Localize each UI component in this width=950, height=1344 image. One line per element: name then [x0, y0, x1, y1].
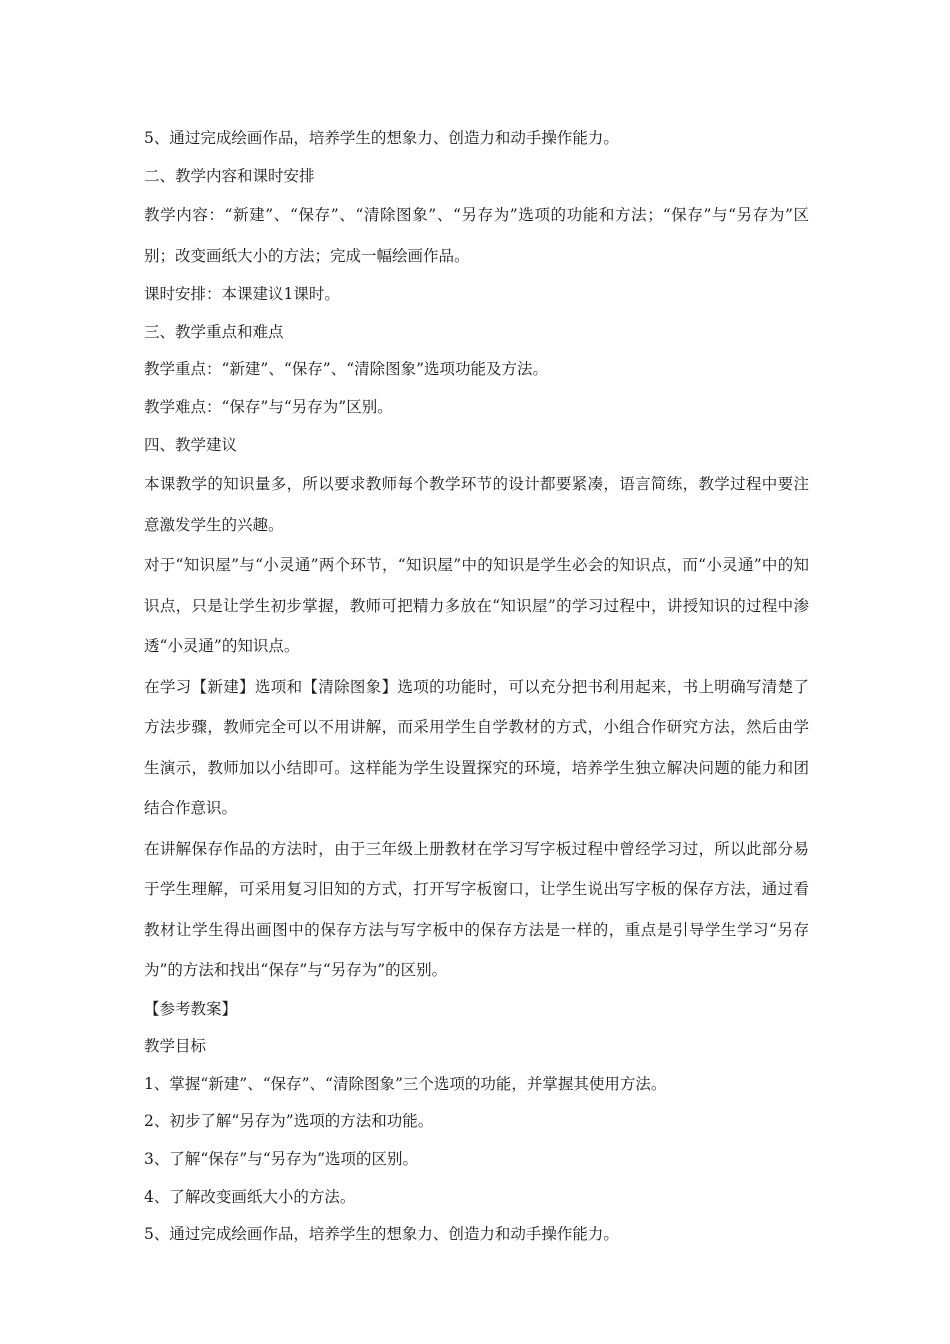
teaching-goals-heading: 教学目标 [144, 1037, 207, 1056]
difficulty-line: 教学难点：“保存”与“另存为”区别。 [144, 397, 393, 416]
key-point-line: 教学重点：“新建”、“保存”、“清除图象”选项功能及方法。 [144, 360, 549, 379]
teaching-content-paragraph: 教学内容：“新建”、“保存”、“清除图象”、“另存为”选项的功能和方法；“保存”与“另存为”区别；改变画纸大小的方法；完成一幅绘画作品。 [144, 206, 809, 265]
goal-3-line: 3、了解“保存”与“另存为”选项的区别。 [144, 1150, 419, 1169]
reference-plan-heading: 【参考教案】 [144, 999, 238, 1018]
goal-5-line: 5、通过完成绘画作品，培养学生的想象力、创造力和动手操作能力。 [144, 1225, 619, 1244]
goal-1-line: 1、掌握“新建”、“保存”、“清除图象”三个选项的功能，并掌握其使用方法。 [144, 1074, 667, 1093]
schedule-line: 课时安排：本课建议1课时。 [144, 285, 340, 304]
document-body [144, 120, 809, 1254]
goal-4-line: 4、了解改变画纸大小的方法。 [144, 1187, 356, 1206]
suggestion-paragraph-1: 本课教学的知识量多，所以要求教师每个教学环节的设计都要紧凑，语言简练，教学过程中要注意激发学生的兴趣。 [144, 475, 809, 534]
goal-2-line: 2、初步了解“另存为”选项的方法和功能。 [144, 1112, 434, 1131]
suggestion-paragraph-2: 对于“知识屋”与“小灵通”两个环节，“知识屋”中的知识是学生必会的知识点，而“小灵通”中的知识点，只是让学生初步掌握，教师可把精力多放在“知识屋”的学习过程中，讲授知识的过程中渗透“小灵通”的知识点。 [144, 556, 809, 656]
section-heading-suggestions: 四、教学建议 [144, 435, 238, 454]
section-heading-key-points: 三、教学重点和难点 [144, 322, 284, 341]
section-heading-content: 二、教学内容和课时安排 [144, 166, 315, 185]
suggestion-paragraph-4: 在讲解保存作品的方法时，由于三年级上册教材在学习写字板过程中曾经学习过，所以此部分易于学生理解，可采用复习旧知的方式，打开写字板窗口，让学生说出写字板的保存方法，通过看教材让学生得出画图中的保存方法与写字板中的保存方法是一样的，重点是引导学生学习“另存为”的方法和找出“保存”与“另存为”的区别。 [144, 839, 809, 980]
suggestion-paragraph-3: 在学习【新建】选项和【清除图象】选项的功能时，可以充分把书利用起来，书上明确写清楚了方法步骤，教师完全可以不用讲解，而采用学生自学教材的方式，小组合作研究方法，然后由学生演示，教师加以小结即可。这样能为学生设置探究的环境，培养学生独立解决问题的能力和团结合作意识。 [144, 677, 809, 818]
objective-5-line: 5、通过完成绘画作品，培养学生的想象力、创造力和动手操作能力。 [144, 129, 619, 147]
